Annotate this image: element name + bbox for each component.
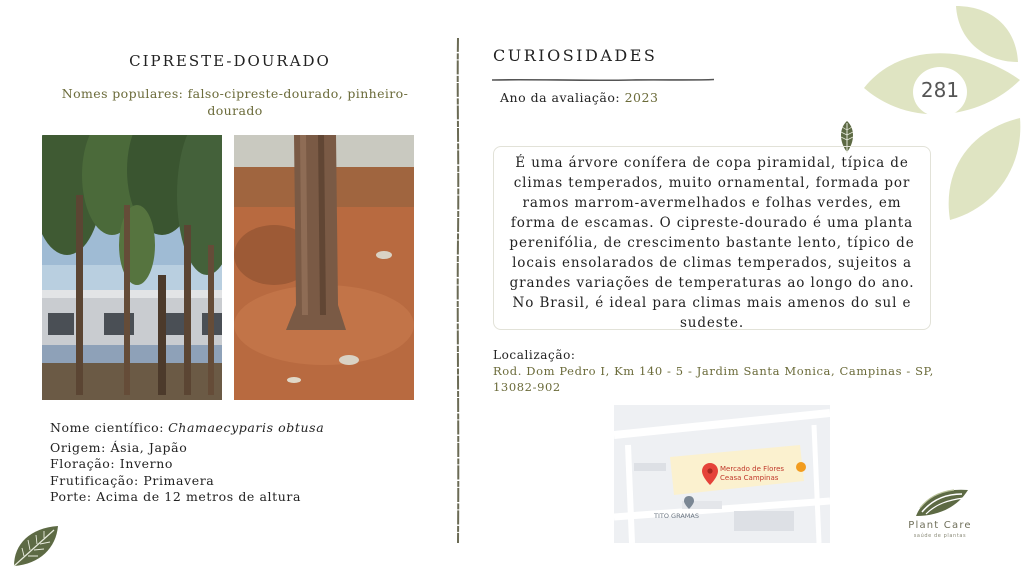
popular-names: Nomes populares: falso-cipreste-dourado, pinheiro-dourado <box>61 86 409 118</box>
map-place-line1: Mercado de Flores <box>720 465 785 473</box>
curiosities-title: CURIOSIDADES <box>493 46 658 65</box>
description-box: É uma árvore conífera de copa piramidal, típica de climas temperados, muito ornamental, formada por ramos marrom-avermelhados e folhas verdes, em forma de escamas. O cipreste-dourado é uma planta perenifólia, de crescimento bastante lento, típico de locais ensolarados de climas temperados, sujeitos a grandes variações de temperaturas ao longo do ano. No Brasil, é ideal para climas mais amenos do sul e sudeste. <box>493 146 931 330</box>
location-label: Localização: <box>493 348 576 362</box>
tree-photo-trunk <box>234 135 414 400</box>
year-value: 2023 <box>624 90 659 105</box>
plant-care-logo-icon <box>914 486 970 520</box>
column-divider <box>456 38 460 543</box>
page-number: 281 <box>920 78 960 102</box>
brand-tagline: saúde de plantas <box>913 533 967 539</box>
flowering: Floração: Inverno <box>50 456 173 471</box>
scientific-name-label: Nome científico: <box>50 420 165 435</box>
plant-size: Porte: Acima de 12 metros de altura <box>50 489 302 504</box>
scientific-name-value: Chamaecyparis obtusa <box>168 420 325 435</box>
location-map[interactable] <box>614 405 830 543</box>
origin: Origem: Ásia, Japão <box>50 440 188 455</box>
tree-photo-building <box>42 135 222 400</box>
location-address[interactable]: Rod. Dom Pedro I, Km 140 - 5 - Jardim Santa Monica, Campinas - SP, 13082-902 <box>493 364 934 394</box>
brand-name: Plant Care <box>908 520 972 531</box>
year-label: Ano da avaliação: <box>500 90 621 105</box>
map-place-line2: Ceasa Campinas <box>720 474 779 482</box>
fruiting: Frutificação: Primavera <box>50 473 215 488</box>
leaf-decoration-icon <box>10 522 62 570</box>
evaluation-year <box>500 90 658 105</box>
plant-title: CIPRESTE-DOURADO <box>129 52 331 70</box>
title-underline <box>492 68 714 74</box>
scientific-name <box>50 420 324 435</box>
map-poi-label: TITO GRAMAS <box>654 512 699 520</box>
